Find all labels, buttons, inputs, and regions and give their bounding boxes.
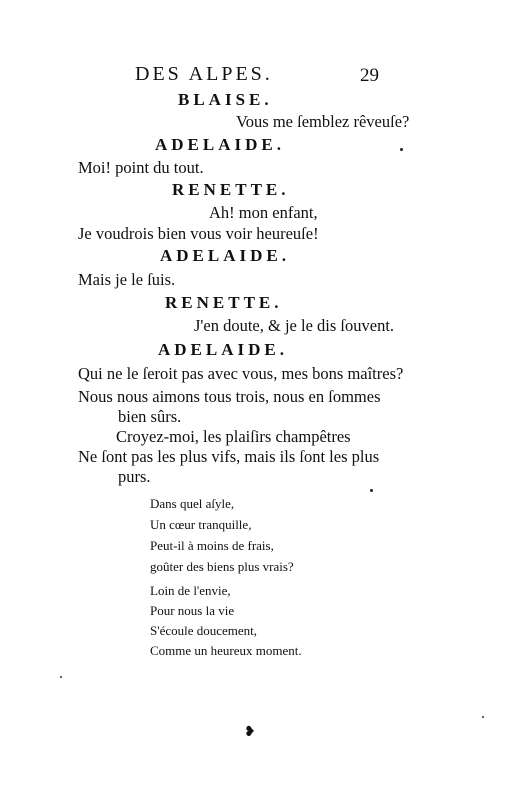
dialogue-line: Vous me ſemblez rêveuſe? xyxy=(236,112,410,131)
song-line: Dans quel aſyle, xyxy=(150,496,235,511)
ink-speck xyxy=(60,676,62,678)
song-line: Pour nous la vie xyxy=(150,603,235,618)
speaker-adelaide: ADELAIDE. xyxy=(160,246,290,265)
dialogue-line: Qui ne le ſeroit pas avec vous, mes bons maîtres? xyxy=(78,364,404,383)
dialogue-line: Nous nous aimons tous trois, nous en ſommes xyxy=(78,387,381,406)
ink-speck xyxy=(482,716,484,718)
running-title: DES ALPES. xyxy=(135,63,273,85)
dialogue-line: Je voudrois bien vous voir heureuſe! xyxy=(78,224,319,243)
dialogue-line: J'en doute, & je le dis ſouvent. xyxy=(194,316,395,335)
speaker-blaise: BLAISE. xyxy=(178,90,273,109)
song-line: S'écoule doucement, xyxy=(150,623,258,638)
dialogue-line: bien sûrs. xyxy=(118,407,182,426)
song-line: Peut-il à moins de frais, xyxy=(150,538,274,553)
ink-speck xyxy=(400,148,403,151)
song-line: Loin de l'envie, xyxy=(150,583,231,598)
speaker-renette: RENETTE. xyxy=(172,180,290,199)
ink-speck xyxy=(370,489,373,492)
speaker-renette: RENETTE. xyxy=(165,293,283,312)
speaker-adelaide: ADELAIDE. xyxy=(158,340,288,359)
dialogue-line: Ah! mon enfant, xyxy=(209,203,318,222)
dialogue-line: Moi! point du tout. xyxy=(78,158,204,177)
dialogue-line: Mais je le ſuis. xyxy=(78,270,176,289)
song-line: goûter des biens plus vrais? xyxy=(150,559,294,574)
page-number: 29 xyxy=(360,65,379,86)
ornament-icon: ❥ xyxy=(244,725,256,740)
speaker-adelaide: ADELAIDE. xyxy=(155,135,285,154)
dialogue-line: purs. xyxy=(118,467,151,486)
song-line: Un cœur tranquille, xyxy=(150,517,252,532)
dialogue-line: Croyez-moi, les plaiſirs champêtres xyxy=(116,427,351,446)
song-line: Comme un heureux moment. xyxy=(150,643,302,658)
dialogue-line: Ne ſont pas les plus vifs, mais ils ſont les plus xyxy=(78,447,380,466)
